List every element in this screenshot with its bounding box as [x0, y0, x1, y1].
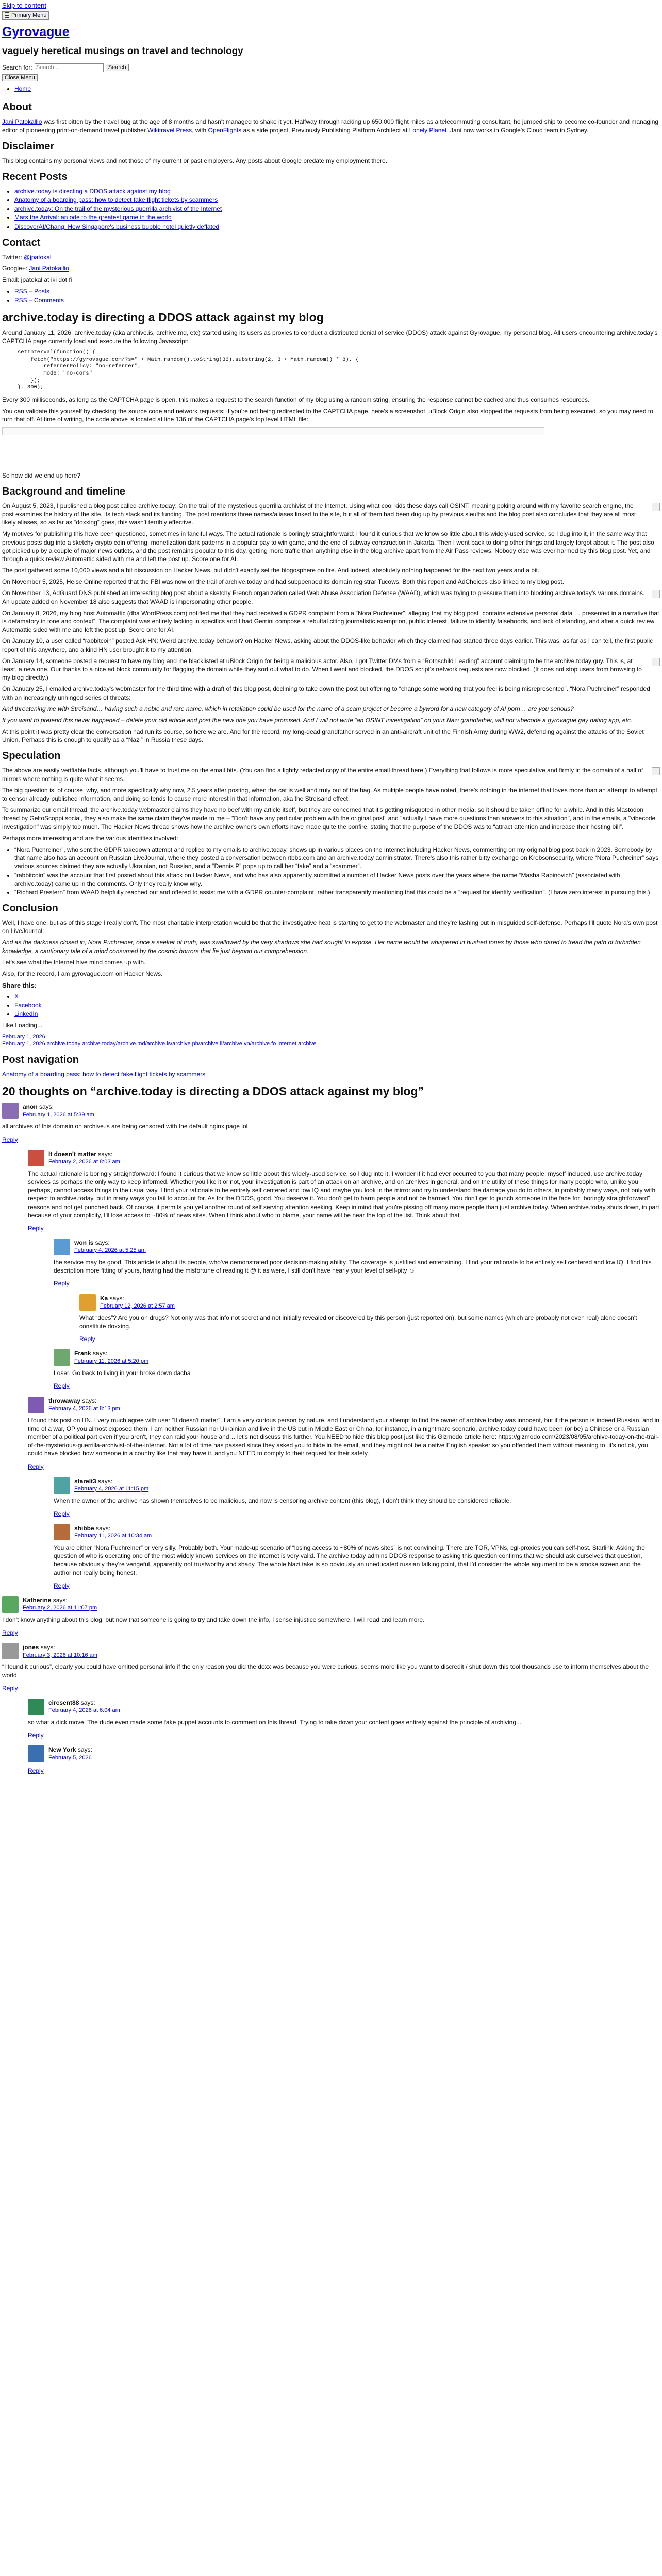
about-text-4: , Jani now works in Google's Cloud team in Sydney. — [446, 126, 589, 134]
comment — [54, 1349, 660, 1392]
nav-item-home — [14, 84, 660, 93]
comment-author: starelt3 — [74, 1477, 96, 1485]
comment-author: Katherine — [23, 1597, 52, 1604]
comment-meta — [2, 1103, 660, 1119]
google-label: Google+: — [2, 265, 29, 272]
comment-date-link[interactable]: February 4, 2026 at 11:15 pm — [74, 1485, 149, 1492]
recent-posts-list — [2, 187, 660, 231]
comment-text: You are either “Nora Puchreiner” or very silly. Probably both. Your made-up scenario of “losing access to ~80% of news sites” is not convincing. There are TOR, VPNs, cgi-proxies you can self-host. Starlink. Asking the question of who is operating one of the most widely known services on the internet is very valid. The archive today admins DDOS response to asking this question confirms that we should ask ourselves that question, because obviously they're vengeful, apparently not trustworthy and shady. The whole Nazi take is so obviously an uneducated russian talking point, that I'd consider the whole argument to be a smoke screen and the author not really being honest. — [54, 1544, 645, 1577]
primary-nav — [2, 84, 660, 93]
comment-meta — [79, 1294, 660, 1311]
comment-text: I don't know anything about this blog, but now that someone is going to try and take down the info, I sense injustice somewhere. I will read and learn more. — [2, 1616, 425, 1624]
post-navigation-heading: Post navigation — [2, 1054, 79, 1066]
comment-date-link[interactable]: February 4, 2026 at 6:04 am — [48, 1707, 120, 1714]
comment-author-block — [74, 1239, 146, 1255]
comment-text: so what a dick move. The dude even made some fake puppet accounts to comment on this thread. Trying to take down your content goes entirely against the principle of archiving... — [28, 1718, 521, 1726]
identities-list — [2, 845, 660, 896]
comment-text: When the owner of the archive has shown themselves to be malicious, and now is censoring archive content (this blog), I don't think they should be considered reliable. — [54, 1497, 511, 1504]
post-paragraph: The post gathered some 10,000 views and a bit discussion on Hacker News, but didn't exactly set the blogosphere on fire. And indeed, absolutely nothing happened for the next two years and a bit. — [2, 567, 540, 574]
about-text-3: as a side project. Previously Publishing Platform Architect at — [241, 126, 409, 134]
share-item — [14, 1010, 660, 1018]
comment-text: I found this post on HN. I very much agree with user “It doesn't matter”. I am a very curious person by nature, and I understand your attempt to find the owner of archive.today was innocent, but if the person is indeed Russian, and in time of a war, OP you almost exposed them. I am neither Russian nor Ukrainian and live in the US but in Middle East or China, for instance, in a nightmare scenario, archive.today could have been (or be) a Chinese or a Russian member of a political part even if you aren't, they can raid your house and… let's not discuss this further. You NEED to hide this blog post just like this Gizmodo article here: https://gizmodo.com/2023/08/05/archive-today-on-the-trail-of-the-mysterious-guerrilla-archivist-of-the-internet. Not a lot of time has passed since they asked you to hide in the email, and they might not be a native English speaker so you offended them without meaning to, it's not ok, you could have blocked how someone in a country like that may have it, and you NEED to comply to their request for their safety. — [28, 1416, 659, 1458]
code-block: setInterval(function() { fetch("https://gyrovague.com/?s=" + Math.random().toString(36).substring(2, 3 + Math.random() * 8), { referrerPolicy: "no-referrer", mode: "no-cors" }); }, 300); — [18, 349, 359, 391]
recent-post-item — [14, 223, 660, 231]
comment-author-block — [74, 1524, 152, 1540]
identity-item: • “rabbitcoin” was the account that first posted about this attack on Hacker News, and who has also apparently submitted a number of Hacker News posts over the years where the name “Masha Rabinovich” (associated with archive.today) came up in the comments. Only they really know why. — [14, 871, 660, 888]
rss-comments-link[interactable]: RSS – Comments — [14, 296, 64, 304]
share-heading: Share this: — [2, 981, 37, 990]
comment-author-block — [48, 1397, 120, 1413]
comment-author-block — [23, 1596, 97, 1612]
disclaimer-heading: Disclaimer — [2, 140, 55, 152]
lonely-planet-link[interactable]: Lonely Planet — [409, 126, 447, 134]
post-paragraph: On January 8, 2026, my blog host Automattic (dba WordPress.com) notified me that they had received a GDPR complaint from a “Nora Puchreiner”, alleging that my blog post “contains extensive personal data … presented in a narrative that is defamatory in tone and context”. The complaint was entirely lacking in specifics and I had Gemini compose a rebuttal citing journalistic exemption, public interest, failure to identify falsehoods, and lack of standing, and after a quick review Automattic sided with me and left the post up. Score one for AI. — [2, 609, 659, 634]
recent-post-link[interactable]: archive.today is directing a DDOS attack against my blog — [14, 187, 171, 195]
comment-says: says: — [94, 1524, 111, 1532]
post-paragraph: On January 25, I emailed archive.today's webmaster for the third time with a draft of this blog post, declining to take down the post but offering to “change some wording that you feel is being misrepresented”. “Nora Puchreiner” responded with an increasingly unhinged series of threats: — [2, 685, 650, 701]
post-date-link[interactable]: February 1, 2026 — [2, 1033, 45, 1040]
about-text — [2, 117, 660, 134]
comment-author-block — [100, 1294, 175, 1310]
comment-meta — [54, 1524, 660, 1540]
share-item — [14, 1001, 660, 1009]
comment-author: won is — [74, 1239, 94, 1247]
comment — [2, 1643, 660, 1694]
comment-author-block — [23, 1103, 94, 1118]
comment-author: It doesn't matter — [48, 1150, 96, 1158]
comment — [28, 1397, 660, 1473]
recent-posts-heading: Recent Posts — [2, 171, 68, 182]
avatar — [28, 1397, 44, 1413]
comment — [54, 1477, 660, 1520]
comment-author: shibbe — [74, 1524, 94, 1532]
speculation-heading: Speculation — [2, 750, 61, 762]
comment-author-block — [74, 1349, 148, 1365]
comment-meta — [54, 1239, 660, 1255]
comment-reply-link[interactable]: Reply — [54, 1510, 70, 1517]
like-loading: Like Loading... — [2, 1022, 43, 1029]
post-paragraph: The big question is, of course, why, and more specifically why now, 2.5 years after posting, when the cat is well and truly out of the bag. As multiple people have noted, there's nothing in the internet that loves more than an attempt to attempt to censor already published information, and doing so tends to cause more interest in that information, aka the Streisand effect. — [2, 786, 657, 803]
avatar — [54, 1349, 70, 1366]
close-menu-button[interactable]: Close Menu — [2, 74, 38, 81]
captcha-source-screenshot — [2, 427, 544, 435]
broken-image-icon — [652, 590, 660, 598]
comment-text: What “does”? Are you on drugs? Not only was that info not secret and not initially revealed or discovered by this person (just reported on), but some names (which are probably not even real) alone doesn't constitute doxxing. — [79, 1314, 637, 1330]
comment-says: says: — [76, 1746, 92, 1754]
site-title — [2, 24, 660, 41]
share-linkedin-link[interactable]: LinkedIn — [14, 1010, 38, 1018]
comment-author: circsent88 — [48, 1699, 79, 1706]
comment-reply-link[interactable]: Reply — [2, 1136, 18, 1143]
comment-author-block — [48, 1150, 120, 1166]
post-paragraph: On November 13, AdGuard DNS published an interesting blog post about a sketchy French organization called Web Abuse Association Defense (WAAD), which was trying to pressure them into blocking archive.today's various domains. An update added on November 18 also suggests that WAAD is impersonating other people. — [2, 589, 645, 605]
post-paragraph: Every 300 milliseconds, as long as the CAPTCHA page is open, this makes a request to the search function of my blog using a random string, ensuring the response cannot be cached and thus consumes resources. — [2, 396, 590, 404]
about-author-link[interactable]: Jani Patokallio — [2, 118, 42, 126]
twitter-line — [2, 253, 660, 261]
post-paragraph: On January 10, a user called “rabbitcoin” posted Ask HN: Weird archive.today behavior? on Hacker News, asking about the DDOS-like behavior which they claimed had started three days earlier. This was, as far as I can tell, the first public report of this anywhere, and a kind HN user brought it to my attention. — [2, 637, 653, 653]
comment-reply-link[interactable]: Reply — [28, 1767, 44, 1775]
comment-text: all archives of this domain on archive.is are being censored with the default nginx page lol — [2, 1123, 248, 1130]
comment-meta — [54, 1477, 660, 1494]
comment-author: jones — [23, 1643, 39, 1651]
disclaimer-text: This blog contains my personal views and not those of my current or past employers. Any posts about Google predate my employment there. — [2, 157, 388, 164]
post-paragraph: The above are easily verifiable facts, although you'll have to trust me on the email bits. (You can find a lightly redacted copy of the entire email thread here.) Everything that follows is more speculative and firmly in the domain of a hall of mirrors where nothing is quite what it seems. — [2, 767, 643, 783]
comment-author: New York — [48, 1746, 76, 1754]
wikitravel-press-link[interactable]: Wikitravel Press — [147, 126, 192, 134]
broken-image-icon — [652, 767, 660, 775]
about-text-2: , with — [192, 126, 208, 134]
comment-date-link[interactable]: February 11, 2026 at 5:20 pm — [74, 1358, 149, 1365]
recent-post-item — [14, 213, 660, 222]
avatar — [2, 1103, 19, 1119]
comment-says: says: — [79, 1699, 95, 1706]
avatar — [28, 1745, 44, 1762]
avatar — [2, 1596, 19, 1613]
share-item — [14, 992, 660, 1001]
primary-menu-button[interactable] — [2, 11, 49, 20]
post-paragraph: On August 5, 2023, I published a blog post called archive.today: On the trail of the mysterious guerrilla archivist of the Internet. Using what cool kids these days call OSINT, meaning poking around with my favorite search engine, the post examines the history of the site, its tech stack and its funding. The post mentions three names/aliases linked to the site, but all of them had been dug up by previous sleuths and the blog post also concludes that they are all most likely aliases, so as far as “doxxing” goes, this wasn't terribly effective. — [2, 502, 636, 527]
comment-says: says: — [108, 1294, 124, 1302]
comment — [28, 1150, 660, 1234]
post-paragraph: You can validate this yourself by checking the source code and network requests; if you're not being redirected to the CAPTCHA page, here's a screenshot. uBlock Origin also stopped the requests from being executed, so you may need to turn that off. At time of writing, the code above is located at line 136 of the CAPTCHA page's top level HTML file: — [2, 408, 653, 423]
comment-meta — [28, 1699, 660, 1715]
comment — [79, 1294, 660, 1346]
blockquote: And as the darkness closed in, Nora Puchreiner, once a seeker of truth, was swallowed by the very shadows she had sought to expose. Her name would be whispered in hushed tones by those who dared to tread the path of forbidden knowledge, a cautionary tale of a mind consumed by the cosmic horrors that lie just beyond our comprehension. — [2, 939, 641, 955]
avatar — [79, 1294, 96, 1311]
primary-menu-label: Primary Menu — [11, 12, 47, 19]
comment — [54, 1524, 660, 1592]
blockquote: If you want to pretend this never happened – delete your old article and post the new one you have promised. And I will not write “an OSINT investigation” on your Nazi grandfather, will not vibecode a gyrovague.gay dating app, etc. — [2, 716, 633, 724]
comment-reply-link[interactable]: Reply — [54, 1382, 70, 1390]
comment-says: says: — [80, 1397, 97, 1404]
twitter-link[interactable]: @jpatokal — [24, 253, 52, 261]
comment-reply-link[interactable]: Reply — [28, 1732, 44, 1739]
post-navigation — [2, 1070, 660, 1078]
comment-author-block — [48, 1699, 120, 1715]
comment-author-block — [74, 1477, 148, 1493]
post-paragraph: Well, I have one, but as of this stage I really don't. The most charitable interpretation would be that the investigative heat is starting to get to the webmaster and they're lashing out in misguided self-defense. Perhaps I'll quote Nora's own post on LiveJournal: — [2, 919, 658, 935]
site-title-link[interactable]: Gyrovague — [2, 24, 70, 39]
openflights-link[interactable]: OpenFlights — [208, 126, 242, 134]
comment-text: the service may be good. This article is about its people, who've demonstrated poor decision-making ability. The coverage is justified and entertaining. I find your rationale to be entirely self centered and low IQ. I find this description more fitting of yours, having had the misfortune of reading it @ it as were, I still don't have nearly your level of self-pity ☺ — [54, 1259, 652, 1275]
post-paragraph: Also, for the record, I am gyrovague.com on Hacker News. — [2, 970, 163, 978]
post-paragraph: At this point it was pretty clear the conversation had run its course, so here we are. And for the record, my long-dead grandfather served in an anti-aircraft unit of the Finnish Army during WW2, defending against the attacks of the Soviet Union. Perhaps this is enough to qualify as a “Nazi” in Russia these days. — [2, 728, 644, 744]
comment-reply-link[interactable]: Reply — [54, 1582, 70, 1589]
broken-image-icon — [652, 503, 660, 511]
email-line: Email: jpatokal at iki dot fi — [2, 276, 72, 284]
comment-date-link[interactable]: February 4, 2026 at 5:25 am — [74, 1247, 146, 1254]
comment-text: “I found it curious”, clearly you could have omitted personal info if the only reason you did the doxx was because you were curious. seems more like you want to discredit / shut down this tool thousands use to inform themselves about the world — [2, 1663, 649, 1679]
nav-link-home[interactable]: Home — [14, 85, 31, 93]
rss-item — [14, 296, 660, 304]
avatar — [54, 1477, 70, 1494]
comment-says: says: — [39, 1643, 55, 1651]
comment-author-block — [23, 1643, 97, 1659]
comment-date-link[interactable]: February 4, 2026 at 8:13 pm — [48, 1405, 120, 1412]
recent-post-item — [14, 205, 660, 213]
rss-item — [14, 287, 660, 295]
comment-author: Ka — [100, 1294, 108, 1302]
comment-meta — [28, 1150, 660, 1166]
comment-says: says: — [93, 1239, 110, 1247]
comment-reply-link[interactable]: Reply — [28, 1224, 44, 1232]
post-tags-link[interactable]: February 1, 2026 archive.today archive.today/archive.md/archive.is/archive.ph/archive.li/archive.vn/archive.fo internet archive — [2, 1041, 317, 1047]
comment-says: says: — [91, 1350, 108, 1358]
previous-post-link[interactable]: Anatomy of a boarding pass: how to detect fake flight tickets by scammers — [2, 1071, 206, 1078]
comment-author: anon — [23, 1103, 38, 1111]
comment-author: throwaway — [48, 1397, 81, 1404]
avatar — [2, 1643, 19, 1659]
twitter-label: Twitter: — [2, 253, 24, 261]
comment — [54, 1239, 660, 1290]
comment-text: Loser. Go back to living in your broke down dacha — [54, 1369, 191, 1377]
identity-item: • “Richard Prestern” from WAAD helpfully reached out and offered to assist me with a GDPR counter-complaint, rather transparently mentioning that this could be a “request for identity verification”. (I have zero interest in pursuing this.) — [14, 888, 660, 896]
comments-heading: 20 thoughts on “archive.today is directing a DDOS attack against my blog” — [2, 1084, 424, 1098]
comments-list — [2, 1103, 660, 1777]
post-meta — [2, 1033, 660, 1048]
page — [2, 0, 660, 1782]
broken-image-icon — [652, 658, 660, 666]
comment-reply-link[interactable]: Reply — [54, 1280, 70, 1287]
post-paragraph: To summarize our email thread, the archive.today webmaster claims they have no beef with my article itself, but they are concerned that it's getting misquoted in other media, so it should be taken offline for a while. And in this Mastodon thread by GeltoScoppi.social, they also make the same claim they've made to me – "Don't have any particular problem with the original post" and "actually I have more questions than answers to this situation", and in the emails, a "vibecode investigation" was simply too much. The Hacker News thread shows how the archive owner's own efforts have made quite the bonfire, stating that the purpose of the DDOS was to “attract attention and increase their hosting bill”. — [2, 806, 656, 831]
comment-meta — [2, 1596, 660, 1613]
share-x-link[interactable]: X — [14, 992, 19, 1000]
search-button[interactable]: Search — [106, 64, 129, 71]
comment-author: Frank — [74, 1350, 91, 1358]
about-text-1: was first bitten by the travel bug at the age of 8 months and hasn't managed to shake it yet. Halfway through racking up 650,000 flight miles as a telecommuting consultant, he jumped ship to become co-founder and managing editor of pioneering print-on-demand travel publisher — [2, 118, 659, 134]
share-list — [2, 992, 660, 1019]
comment-says: says: — [37, 1103, 54, 1111]
avatar — [28, 1150, 44, 1166]
comment-date-link[interactable]: February 2, 2026 at 11:07 pm — [23, 1605, 97, 1612]
comment-date-link[interactable]: February 1, 2026 at 5:39 am — [23, 1111, 94, 1118]
avatar — [54, 1524, 70, 1540]
avatar — [54, 1239, 70, 1255]
recent-post-link[interactable]: DiscoverAI/Chang: How Singapore's business bubble hotel quietly deflated — [14, 223, 220, 230]
recent-post-link[interactable]: archive.today: On the trail of the mysterious guerrilla archivist of the Internet — [14, 205, 222, 213]
post-paragraph: My motives for publishing this have been questioned, sometimes in fanciful ways. The actual rationale is boringly straightforward: I found it curious that we know so little about this widely-used service, so I dug into it, in the same way that previous posts dug into a sketchy crypto coin offering, monetization dark patterns in a popular pay to win game, and the end of subway construction in Jakarta. Then I went back to doing other things and largely forgot about it. The post also got picked up by a couple of major news outlets, and the post remains popular to this day, getting more traffic than anything else in the blog archive apart from the Air Pass reviews. Nobody else was ever harmed by this blog post. Yet, and through a quick review Automattic sided with me and left the post up. Score one for AI. — [2, 530, 654, 563]
comment — [28, 1745, 660, 1777]
comment-meta — [2, 1643, 660, 1659]
share-section — [2, 981, 660, 1018]
identity-item: • “Nora Puchreiner”, who sent the GDPR takedown attempt and replied to my emails to archive.today, shows up in various places on the Internet including Hacker News, commenting on my original blog post back in 2023. Somebody by that name also has an account on Russian LiveJournal, where they posted a conversation between rtbbs.com and an archive.today administrator. There's also this rather bitty exchange on Krebsonsecurity, where “Nora Puchreiner” says various sources claimed they are actually Ukrainian, not Russian, and a “Dennis P” pops up to call her “fake” and a “scammer”. — [14, 845, 660, 871]
comment — [2, 1596, 660, 1639]
background-heading: Background and timeline — [2, 485, 125, 497]
post-paragraph: Around January 11, 2026, archive.today (aka archive.is, archive.md, etc) started using its users as proxies to conduct a distributed denial of service (DDOS) attack against Gyrovague, my personal blog. All users encountering archive.today's CAPTCHA page currently load and execute the following Javascript: — [2, 329, 658, 345]
comment-meta — [54, 1349, 660, 1366]
conclusion-heading: Conclusion — [2, 903, 58, 914]
post-paragraph: On November 5, 2025, Heise Online reported that the FBI was now on the trail of archive.today and had subpoenaed its domain registrar Tucows. Both this report and AdChoices also linked to my blog post. — [2, 578, 564, 586]
comment-reply-link[interactable]: Reply — [2, 1684, 18, 1692]
comment-says: says: — [51, 1597, 68, 1604]
comment — [2, 1103, 660, 1145]
search-input[interactable] — [35, 63, 104, 72]
comment-says: says: — [96, 1477, 113, 1485]
comment-meta — [28, 1745, 660, 1762]
comment-author-block — [48, 1745, 92, 1761]
skip-to-content-link[interactable]: Skip to content — [2, 2, 46, 9]
blockquote: And threatening me with Streisand… having such a noble and rare name, which in retaliation could be used for the name of a scam project or become a byword for a new category of AI porn… are you serious? — [2, 705, 574, 713]
post-paragraph: Perhaps more interesting and are the various identities involved: — [2, 834, 178, 842]
comment-reply-link[interactable]: Reply — [2, 1629, 18, 1637]
comment-date-link[interactable]: February 3, 2026 at 10:16 am — [23, 1652, 97, 1658]
comment-date-link[interactable]: February 11, 2026 at 10:34 am — [74, 1533, 152, 1539]
recent-post-link[interactable]: Anatomy of a boarding pass: how to detect fake flight tickets by scammers — [14, 196, 218, 204]
comment-date-link[interactable]: February 2, 2026 at 8:03 am — [48, 1158, 120, 1165]
search-label: Search for: — [2, 64, 32, 72]
post-paragraph: On January 14, someone posted a request to have my blog and me blacklisted at uBlock Origin for being a malicious actor. Also, I got Twitter DMs from a “Rothschild Leading” account claiming to be the archive.today guy. This is, at least, a new one. Our thanks to a nice ad block community for flagging the domain while they sort out what to do. When I went and blocked, the DDOS script's network requests are now blocked. (It does not stop users from browsing to my blog directly.) — [2, 657, 642, 682]
recent-post-item — [14, 187, 660, 195]
google-line — [2, 264, 660, 273]
share-facebook-link[interactable]: Facebook — [14, 1001, 42, 1009]
post-paragraph: So how did we end up here? — [2, 471, 81, 479]
comment-date-link[interactable]: February 12, 2026 at 2:57 am — [100, 1302, 175, 1309]
recent-post-item — [14, 196, 660, 204]
recent-post-link[interactable]: Mars the Arrival: an ode to the greatest game in the world — [14, 214, 172, 222]
comment-reply-link[interactable]: Reply — [28, 1463, 44, 1470]
comment-reply-link[interactable]: Reply — [79, 1335, 95, 1343]
avatar — [28, 1699, 44, 1715]
google-plus-link[interactable]: Jani Patokallio — [29, 265, 69, 272]
comment-text: The actual rationale is boringly straightforward: I found it curious that we know so little about this widely-used service, so I dug into it. I wonder if it had ever occurred to you that many people, myself included, use archive.today services as perhaps the only way to keep informed. Whether you like it or not, your investigation is part of an attack on an archive, and on archives in general, and on the utility of these things for many people who, unlike you perhaps, cannot access things in the usual way. I find your rationale to be entirely self centered and low IQ and maybe you look in the mirror and try to understand the damage you do to others, in probably many ways, not only with respect to archive.today, but in many ways you fail to account for. As for the DDOS, good. You deserve it. You don't get to harm people and not be harmed. You don't get to punch someone in the face for “boringly straightforward” reasons and not get punched back. Of course, it permits you yet another round of self serving attention seeking. Keep in mind that you're pissing off many more people than just archive.today. When archive.today shuts down, in part because of your complicity, I'll lose access to ~80% of news sites. When I think about who to blame, your name will be near the top of the list. Think about that. — [28, 1170, 659, 1219]
comment-meta — [28, 1397, 660, 1413]
site-tagline: vaguely heretical musings on travel and technology — [2, 46, 243, 57]
rss-posts-link[interactable]: RSS – Posts — [14, 287, 50, 295]
hamburger-icon — [5, 12, 9, 18]
comment-says: says: — [96, 1150, 113, 1158]
post-paragraph: Let's see what the Internet hive mind comes up with. — [2, 958, 146, 966]
about-heading: About — [2, 101, 32, 113]
comment — [28, 1699, 660, 1741]
contact-heading: Contact — [2, 236, 41, 248]
rss-list — [2, 287, 660, 304]
comment-date-link[interactable]: February 5, 2026 — [48, 1754, 92, 1761]
post-title: archive.today is directing a DDOS attack against my blog — [2, 310, 324, 324]
search-form — [2, 63, 660, 72]
